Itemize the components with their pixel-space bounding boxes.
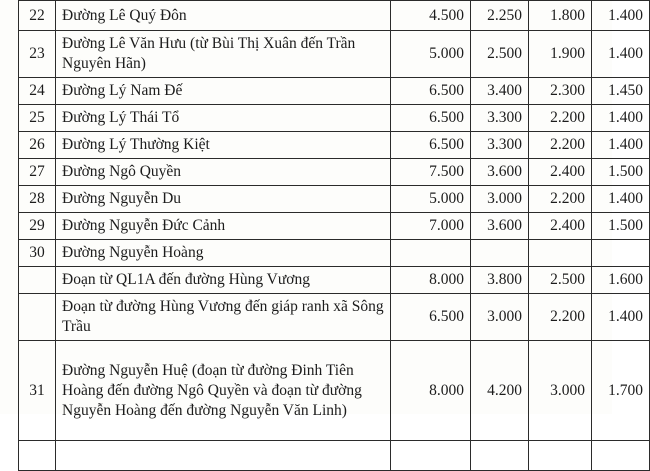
street-name-cell: Đường Lê Văn Hưu (từ Bùi Thị Xuân đến Trần Nguyên Hãn) [56,31,391,78]
price-position-4-cell: 1.400 [592,186,650,213]
price-position-2-cell: 3.600 [471,213,529,240]
row-number-cell [19,441,56,471]
price-position-3-cell: 2.200 [529,105,592,132]
row-number-cell: 29 [19,213,56,240]
row-number-cell: 26 [19,132,56,159]
price-position-2-cell: 3.800 [471,267,529,294]
street-name-cell: Đường Lý Thường Kiệt [56,132,391,159]
table-row [19,105,650,132]
price-position-1-cell: 6.500 [391,294,471,341]
price-position-3-cell: 2.200 [529,186,592,213]
table-row [19,159,650,186]
price-position-1-cell: 4.500 [391,1,471,31]
price-position-2-cell: 3.300 [471,132,529,159]
row-number-cell: 25 [19,105,56,132]
table-row [19,294,650,341]
price-position-2-cell: 3.600 [471,159,529,186]
row-number-cell: 27 [19,159,56,186]
price-position-3-cell: 2.400 [529,159,592,186]
price-position-4-cell: 1.450 [592,78,650,105]
street-name-cell: Đường Lê Quý Đôn [56,1,391,31]
price-position-1-cell: 6.500 [391,132,471,159]
price-position-1-cell: 8.000 [391,267,471,294]
price-position-1-cell: 6.500 [391,105,471,132]
price-position-1-cell [391,441,471,471]
price-position-3-cell [529,441,592,471]
row-number-cell [19,294,56,341]
street-name-cell: Đường Nguyễn Đức Cảnh [56,213,391,240]
price-position-4-cell: 1.400 [592,294,650,341]
row-number-cell: 24 [19,78,56,105]
price-position-3-cell: 1.900 [529,31,592,78]
table-row [19,132,650,159]
table-row [19,1,650,31]
price-position-2-cell: 3.400 [471,78,529,105]
table-body [19,1,650,471]
price-position-1-cell: 5.000 [391,31,471,78]
street-name-cell [56,441,391,471]
row-number-cell [19,267,56,294]
street-name-cell: Đoạn từ QL1A đến đường Hùng Vương [56,267,391,294]
price-position-3-cell: 2.200 [529,132,592,159]
price-position-4-cell: 1.500 [592,213,650,240]
price-position-4-cell: 1.400 [592,105,650,132]
price-position-2-cell: 2.250 [471,1,529,31]
street-name-cell: Đường Ngô Quyền [56,159,391,186]
row-number-cell: 30 [19,240,56,267]
table-row [19,240,650,267]
row-number-cell: 28 [19,186,56,213]
price-position-2-cell: 2.500 [471,31,529,78]
price-position-3-cell: 1.800 [529,1,592,31]
price-position-4-cell: 1.400 [592,132,650,159]
price-position-3-cell: 2.400 [529,213,592,240]
price-position-1-cell: 7.000 [391,213,471,240]
price-position-1-cell [391,240,471,267]
price-position-4-cell: 1.400 [592,31,650,78]
price-position-1-cell: 5.000 [391,186,471,213]
price-position-2-cell [471,240,529,267]
row-number-cell: 31 [19,341,56,441]
price-position-4-cell: 1.500 [592,159,650,186]
row-number-cell: 22 [19,1,56,31]
table-row [19,78,650,105]
price-position-4-cell: 1.700 [592,341,650,441]
price-position-3-cell: 2.300 [529,78,592,105]
price-position-3-cell: 3.000 [529,341,592,441]
price-position-2-cell [471,441,529,471]
price-position-4-cell [592,441,650,471]
table-row [19,341,650,441]
price-position-3-cell: 2.200 [529,294,592,341]
street-name-cell: Đoạn từ đường Hùng Vương đến giáp ranh xã Sông Trầu [56,294,391,341]
price-position-3-cell: 2.500 [529,267,592,294]
table-row [19,186,650,213]
street-name-cell: Đường Lý Thái Tổ [56,105,391,132]
price-position-1-cell: 8.000 [391,341,471,441]
price-position-1-cell: 7.500 [391,159,471,186]
price-position-2-cell: 4.200 [471,341,529,441]
table-row [19,213,650,240]
price-position-4-cell [592,240,650,267]
price-position-2-cell: 3.000 [471,294,529,341]
street-name-cell: Đường Nguyễn Huệ (đoạn từ đường Đinh Tiên Hoàng đến đường Ngô Quyền và đoạn từ đường Nguyễn Hoàng đến đường Nguyễn Văn Linh) [56,341,391,441]
land-price-table [18,0,650,471]
table-row [19,31,650,78]
street-name-cell: Đường Lý Nam Đế [56,78,391,105]
table-row [19,267,650,294]
price-position-3-cell [529,240,592,267]
price-position-2-cell: 3.300 [471,105,529,132]
street-name-cell: Đường Nguyễn Du [56,186,391,213]
street-name-cell: Đường Nguyễn Hoàng [56,240,391,267]
table-row [19,441,650,471]
price-position-2-cell: 3.000 [471,186,529,213]
price-position-1-cell: 6.500 [391,78,471,105]
row-number-cell: 23 [19,31,56,78]
price-position-4-cell: 1.400 [592,1,650,31]
price-position-4-cell: 1.600 [592,267,650,294]
